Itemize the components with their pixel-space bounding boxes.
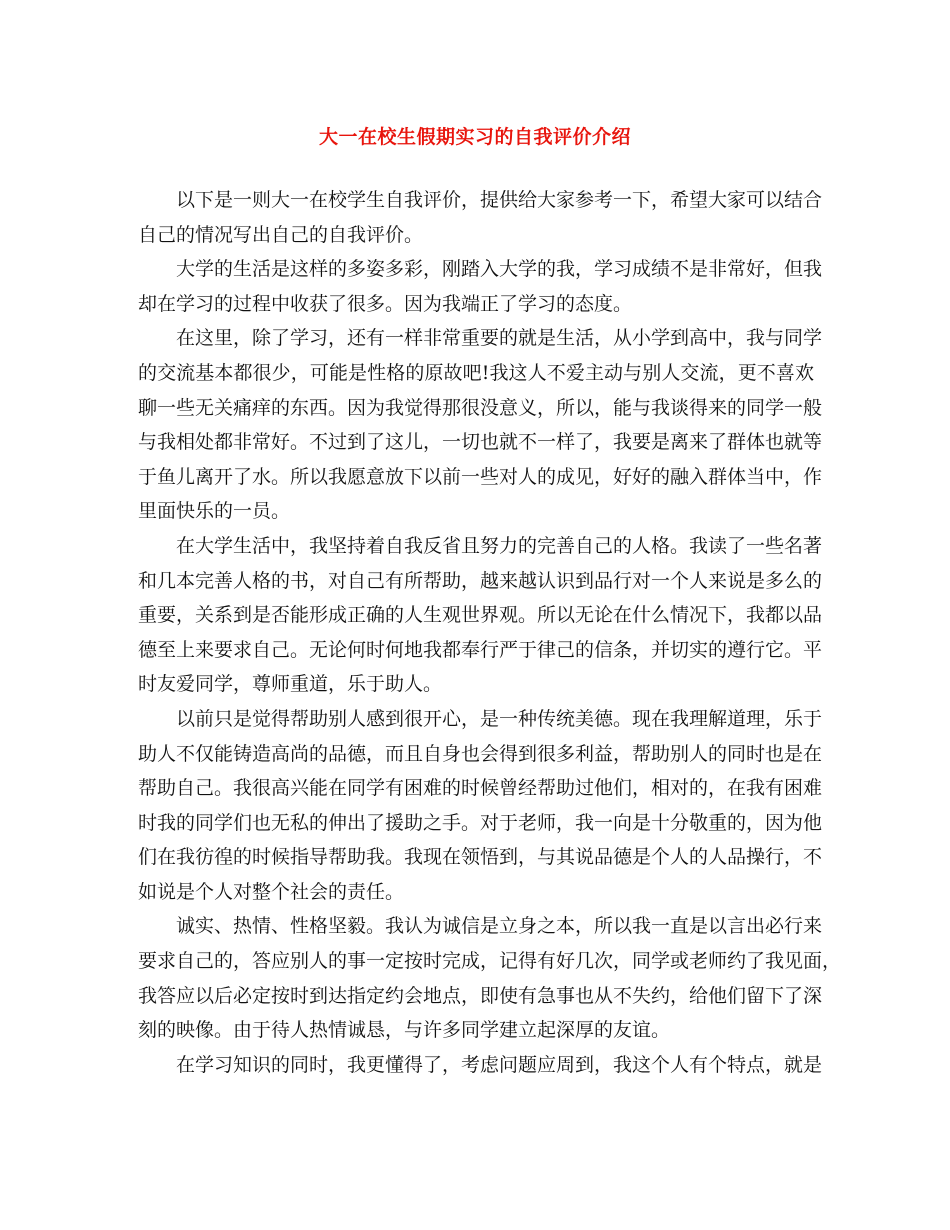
text-line: 在大学生活中，我坚持着自我反省且努力的完善自己的人格。我读了一些名著 [176, 534, 823, 557]
text-line: 和几本完善人格的书，对自己有所帮助，越来越认识到品行对一个人来说是多么的 [138, 569, 823, 592]
text-line: 重要，关系到是否能形成正确的人生观世界观。所以无论在什么情况下，我都以品 [138, 604, 823, 627]
text-line: 我答应以后必定按时到达指定约会地点，即使有急事也从不失约，给他们留下了深 [138, 984, 823, 1007]
text-line: 要求自己的，答应别人的事一定按时完成，记得有好几次，同学或老师约了我见面， [138, 950, 842, 973]
text-line: 于鱼儿离开了水。所以我愿意放下以前一些对人的成见，好好的融入群体当中，作 [138, 465, 823, 488]
text-line: 以下是一则大一在校学生自我评价，提供给大家参考一下，希望大家可以结合 [176, 189, 823, 211]
text-line: 刻的映像。由于待人热情诚恳，与许多同学建立起深厚的友谊。 [138, 1019, 671, 1042]
text-line: 助人不仅能铸造高尚的品德，而且自身也会得到很多利益，帮助别人的同时也是在 [138, 742, 823, 765]
text-line: 时友爱同学，尊师重道，乐于助人。 [138, 673, 443, 696]
text-line: 时我的同学们也无私的伸出了援助之手。对于老师，我一向是十分敬重的，因为他 [138, 811, 823, 834]
text-line: 们在我彷徨的时候指导帮助我。我现在领悟到，与其说品德是个人的人品操行，不 [138, 846, 823, 869]
text-line: 诚实、热情、性格坚毅。我认为诚信是立身之本，所以我一直是以言出必行来 [176, 915, 823, 938]
text-line: 与我相处都非常好。不过到了这儿，一切也就不一样了，我要是离来了群体也就等 [138, 431, 823, 454]
document-body [138, 183, 842, 1082]
text-line: 在学习知识的同时，我更懂得了，考虑问题应周到，我这个人有个特点，就是 [176, 1053, 823, 1076]
text-line: 如说是个人对整个社会的责任。 [138, 880, 405, 903]
text-line: 德至上来要求自己。无论何时何地我都奉行严于律己的信条，并切实的遵行它。平 [138, 638, 823, 661]
text-line: 帮助自己。我很高兴能在同学有困难的时候曾经帮助过他们，相对的，在我有困难 [138, 777, 823, 800]
text-line: 的交流基本都很少，可能是性格的原故吧!我这人不爱主动与别人交流，更不喜欢 [138, 361, 814, 384]
text-line: 里面快乐的一员。 [138, 500, 291, 523]
text-line: 却在学习的过程中收获了很多。因为我端正了学习的态度。 [138, 292, 633, 315]
text-line: 在这里，除了学习，还有一样非常重要的就是生活，从小学到高中，我与同学 [176, 327, 823, 350]
text-line: 大学的生活是这样的多姿多彩，刚踏入大学的我，学习成绩不是非常好，但我 [176, 258, 823, 281]
text-line: 聊一些无关痛痒的东西。因为我觉得那很没意义，所以，能与我谈得来的同学一般 [138, 396, 823, 419]
document-title: 大一在校生假期实习的自我评价介绍 [318, 126, 631, 148]
text-line: 以前只是觉得帮助别人感到很开心，是一种传统美德。现在我理解道理，乐于 [176, 707, 823, 730]
text-line: 自己的情况写出自己的自我评价。 [138, 223, 424, 246]
